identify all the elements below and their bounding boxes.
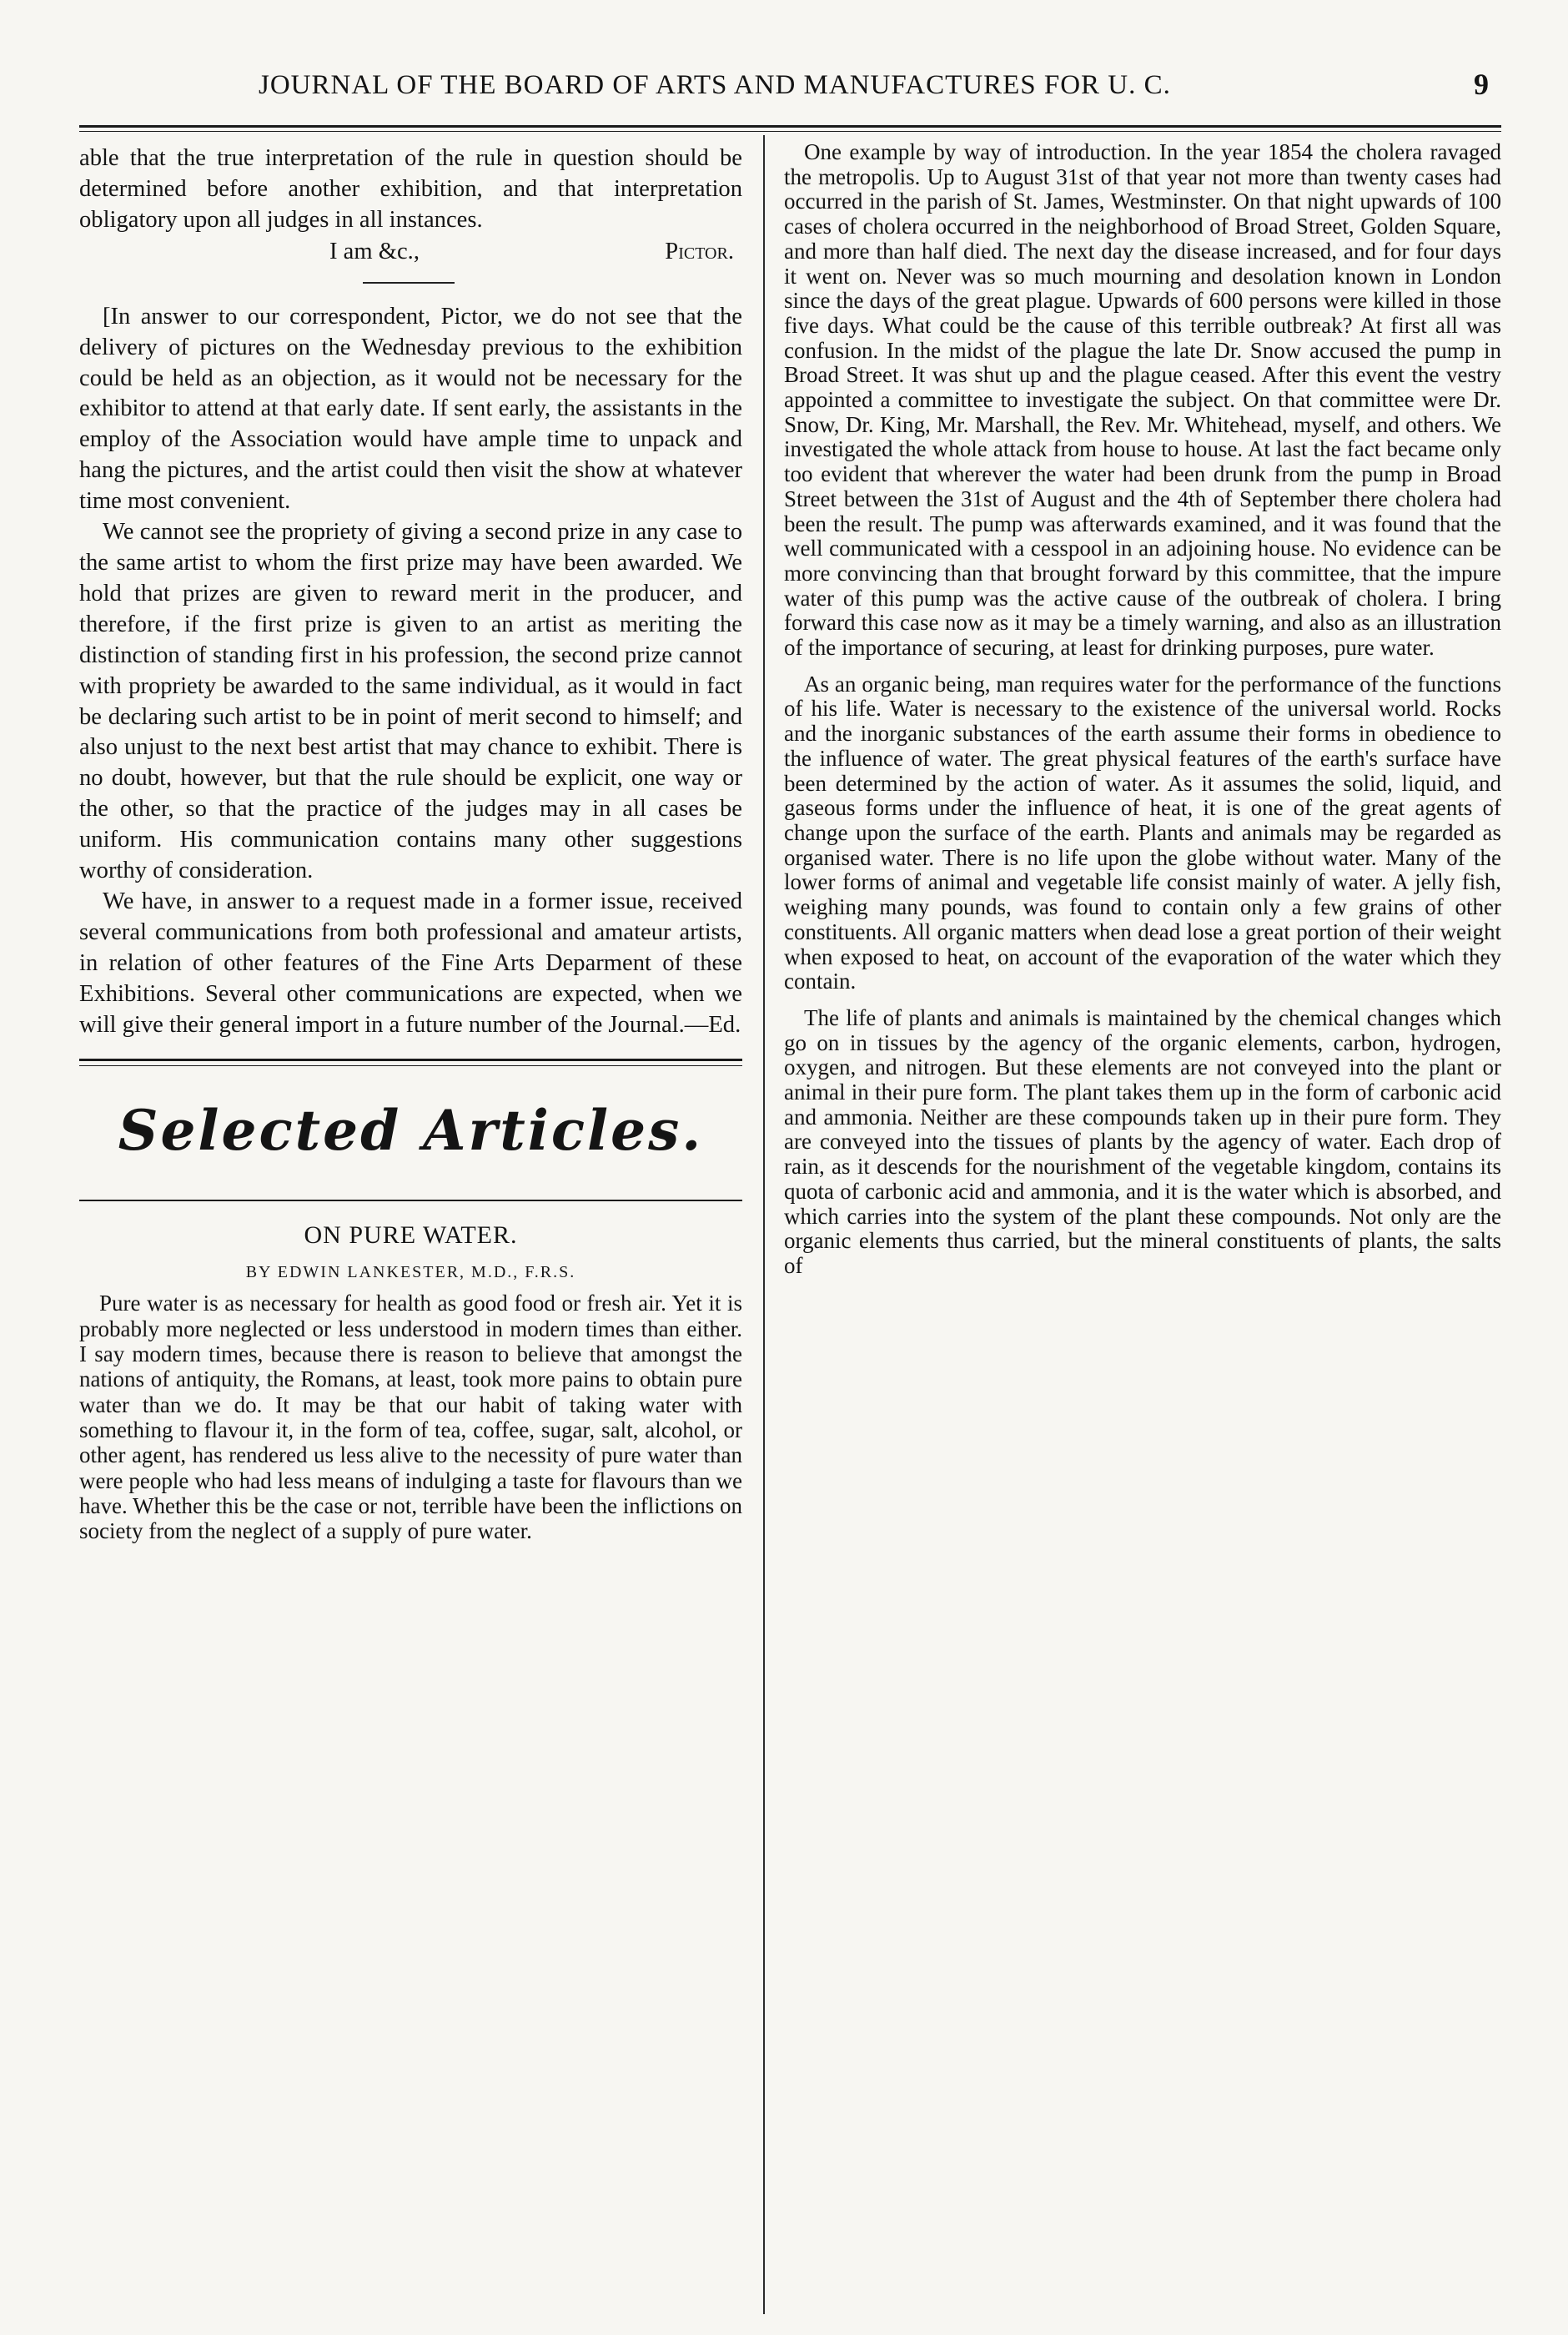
article-byline: BY EDWIN LANKESTER, M.D., F.R.S. — [245, 1263, 576, 1282]
section-rule-bottom — [79, 1200, 742, 1201]
letter-ending: able that the true interpretation of the rule in question should be determined before another exhibition, and that interpretation obligatory upon all judges in all instances. — [79, 145, 742, 233]
section-rule-top-thin — [79, 1065, 742, 1066]
article-paragraph-2: One example by way of introduction. In the year 1854 the cholera ravaged the metropolis. Up to August 31st of that year not more than twenty cases had occurred in the parish of St. James, Westminster. On that night upwards of 100 cases of cholera occurred in the neighborhood of Broad Street, Golden Square, and more than half died. The next day the disease increased, and for four days it went on. Never was so much mourning and desolation known in London since the days of the great plague. Upwards of 600 persons were killed in those five days. What could be the cause of this terrible outbreak? At first all was confusion. In the midst of the plague the late Dr. Snow accused the pump in Broad Street. It was shut up and the plague ceased. After this event the vestry appointed a committee to investigate the subject. On that committee were Dr. Snow, Dr. King, Mr. Marshall, the Rev. Mr. Whitehead, myself, and others. We investigated the whole attack from house to house. At last the fact became only too evident that wherever the water had been drunk from the pump in Broad Street between the 31st of August and the 4th of September there cholera had been the result. The pump was afterwards examined, and it was found that the well communicated with a cesspool in an adjoining house. No evidence can be more convincing than that brought forward by this committee, that the impure water of this pump was the active cause of the outbreak of cholera. I bring forward this case now as it may be a timely warning, and also as an illustration of the importance of securing, at least for drinking purposes, pure water. — [784, 139, 1501, 661]
header-rule — [79, 125, 1501, 128]
editor-reply-paragraph-1: [In answer to our correspondent, Pictor, we do not see that the delivery of pictures on the Wednesday previous to the exhibition could be held as an objection, as it would not be necessary for the exhibitor to attend at that early date. If sent early, the assistants in the employ of the Association would have ample time to unpack and hang the pictures, and the artist could then visit the show at whatever time most convenient. — [79, 303, 742, 515]
editor-reply-paragraph-2: We cannot see the propriety of giving a second prize in any case to the same artist to whom the first prize may have been awarded. We hold that prizes are given to reward merit in the producer, and therefore, if the first prize is given to an artist as meriting the distinction of standing first in his profession, the second prize cannot with propriety be awarded to the same individual, as it would in fact be declaring such artist to be in point of merit second to himself; and also unjust to the next best artist that may chance to exhibit. There is no doubt, however, but that the rule should be explicit, one way or the other, so that the practice of the judges may in all cases be uniform. His communication contains many other suggestions worthy of consideration. — [79, 519, 742, 884]
article-title: ON PURE WATER. — [304, 1221, 518, 1250]
letter-signoff — [79, 236, 742, 267]
separator-rule — [363, 282, 455, 284]
section-rule-top — [79, 1059, 742, 1061]
column-divider — [763, 135, 765, 2314]
left-column — [79, 143, 742, 1543]
signature: Pictor. — [665, 238, 734, 264]
section-heading: Selected Articles. — [118, 1098, 704, 1164]
article-paragraph-3: As an organic being, man requires water for the performance of the functions of his life. Water is necessary to the existence of the universal world. Rocks and the inorganic substances of the earth assume their forms in obedience to the influence of water. The great physical features of the earth's surface have been determined by the action of water. As it assumes the solid, liquid, and gaseous forms under the influence of heat, it is one of the great agents of change upon the surface of the earth. Plants and animals may be regarded as organised water. There is no life upon the globe without water. Many of the lower forms of animal and vegetable life consist mainly of water. A jelly fish, weighing many pounds, was found to contain only a few grains of other constituents. All organic matters when dead lose a great portion of their weight when exposed to heat, on account of the evaporation of the water which they contain. — [784, 671, 1501, 994]
running-title: JOURNAL OF THE BOARD OF ARTS AND MANUFACTURES FOR U. C. — [259, 70, 1171, 100]
article-paragraph-1: Pure water is as necessary for health as good food or fresh air. Yet it is probably more neglected or less understood in modern times than either. I say modern times, because there is reason to believe that amongst the nations of antiquity, the Romans, at least, took more pains to obtain pure water than we do. It may be that our habit of taking water with something to flavour it, in the form of tea, coffee, sugar, salt, alcohol, or other agent, has rendered us less alive to the necessity of pure water than were people who had less means of indulging a taste for flavours than we have. Whether this be the case or not, terrible have been the inflictions on society from the neglect of a supply of pure water. — [79, 1291, 742, 1544]
editor-reply-paragraph-3: We have, in answer to a request made in a former issue, received several communications from both professional and amateur artists, in relation of other features of the Fine Arts Deparment of these Exhibitions. Several other communications are expected, when we will give their general import in a future number of the Journal.—Ed. — [79, 888, 742, 1038]
page-number: 9 — [1474, 68, 1489, 101]
page-header — [79, 58, 1497, 108]
closing: I am &c., — [329, 238, 420, 264]
right-column — [784, 140, 1501, 1279]
header-rule-thin — [79, 131, 1501, 132]
article-paragraph-4: The life of plants and animals is maintained by the chemical changes which go on in tissues by the agency of the organic elements, carbon, hydrogen, oxygen, and nitrogen. But these elements are not conveyed into the plant or animal in their pure form. The plant takes them up in the form of carbonic acid and ammonia. Neither are these compounds taken up in their pure form. They are conveyed into the tissues of plants by the agency of water. Each drop of rain, as it descends for the nourishment of the vegetable kingdom, contains its quota of carbonic acid and ammonia, and it is the water which is absorbed, and which carries into the system of the plant these compounds. Not only are the organic elements thus carried, but the mineral constituents of plants, the salts of — [784, 1004, 1501, 1278]
